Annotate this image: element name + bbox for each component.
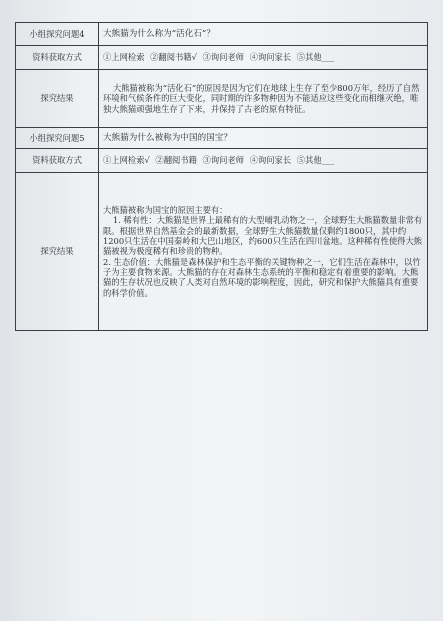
inquiry-table [15,22,428,331]
result-intro: 大熊猫被称为国宝的原因主要有： [103,204,228,215]
row-label: 资料获取方式 [16,46,99,70]
row-label: 小组探究问题5 [16,128,99,149]
table-row [16,23,428,46]
result-body [99,173,428,331]
table-row [16,173,428,331]
table-row [16,128,428,149]
table-row [16,70,428,128]
source-options: ①上网检索 ②翻阅书籍√ ③询问老师 ④询问家长 ⑤其他___ [99,46,428,70]
result-text: 大熊猫被称为“活化石”的原因是因为它们在地球上生存了至少800万年，经历了自然环境和气候条件的巨大变化，同时期的许多物种因为不能适应这些变化而相继灭绝，唯独大熊猫顽强地生存了下来，并保持了古老的原有特征。 [99,70,428,128]
row-label: 小组探究问题4 [16,23,99,46]
question-text: 大熊猫为什么称为“活化石”？ [99,23,428,46]
question-text: 大熊猫为什么被称为中国的国宝？ [99,128,428,149]
row-label: 探究结果 [16,70,99,128]
row-label: 探究结果 [16,173,99,331]
table-row [16,149,428,173]
source-options: ①上网检索√ ②翻阅书籍 ③询问老师 ④询问家长 ⑤其他___ [99,149,428,173]
result-point-1: 1. 稀有性：大熊猫是世界上最稀有的大型哺乳动物之一，全球野生大熊猫数量非常有限。根据世界自然基金会的最新数据，全球野生大熊猫数量仅剩约1800只，其中约1200只生活在中国秦岭和大巴山地区，约600只生活在四川盆地。这种稀有性使得大熊猫被视为极度稀有和珍贵的物种。 [103,215,423,257]
row-label: 资料获取方式 [16,149,99,173]
result-point-2: 2. 生态价值：大熊猫是森林保护和生态平衡的关键物种之一，它们生活在森林中，以竹子为主要食物来源。大熊猫的存在对森林生态系统的平衡和稳定有着重要的影响。大熊猫的生存状况也反映了人类对自然环境的影响程度，因此，研究和保护大熊猫具有重要的科学价值。 [103,256,421,298]
table-row [16,46,428,70]
